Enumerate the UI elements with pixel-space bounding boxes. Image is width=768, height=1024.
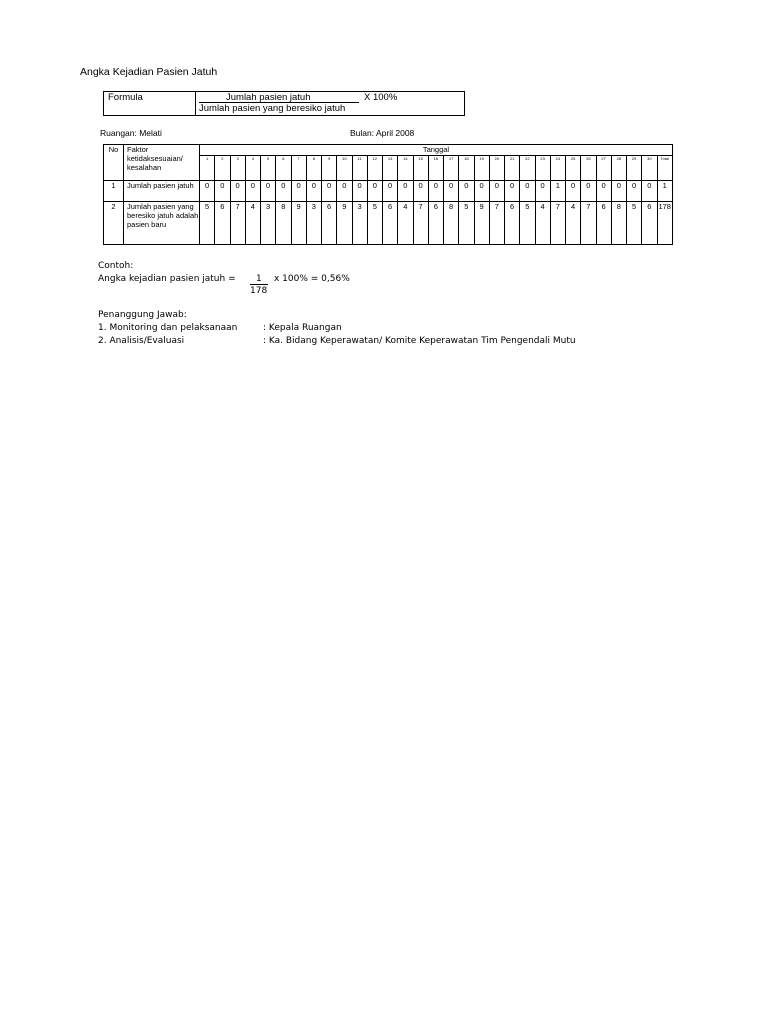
table-cell: 4 — [245, 202, 260, 245]
row-number: 2 — [104, 202, 124, 245]
contoh-result: x 100% = 0,56% — [274, 274, 350, 284]
table-cell: 6 — [322, 202, 337, 245]
contoh-fraction-line — [250, 284, 268, 285]
table-cell: 0 — [520, 181, 535, 202]
day-header: 17 — [444, 156, 459, 181]
day-header: 12 — [367, 156, 382, 181]
penanggung-role-2: 2. Analisis/Evaluasi — [98, 336, 185, 346]
table-cell: 5 — [459, 202, 474, 245]
table-cell: 0 — [535, 181, 550, 202]
row-factor: Jumlah pasien yang beresiko jatuh adalah pasien baru — [124, 202, 200, 245]
table-cell: 0 — [306, 181, 321, 202]
day-header: 7 — [291, 156, 306, 181]
table-cell: 0 — [383, 181, 398, 202]
day-header: 14 — [398, 156, 413, 181]
contoh-label: Contoh: — [98, 261, 134, 271]
formula-label: Formula — [108, 92, 143, 103]
formula-denominator: Jumlah pasien yang beresiko jatuh — [199, 103, 346, 114]
table-cell: 0 — [352, 181, 367, 202]
table-row — [104, 202, 673, 245]
table-cell: 6 — [642, 202, 657, 245]
table-cell: 0 — [642, 181, 657, 202]
table-cell: 0 — [337, 181, 352, 202]
table-cell: 6 — [215, 202, 230, 245]
day-header: 25 — [566, 156, 581, 181]
table-cell: 9 — [474, 202, 489, 245]
table-cell: 9 — [337, 202, 352, 245]
table-cell: 0 — [566, 181, 581, 202]
day-header: 8 — [306, 156, 321, 181]
day-header: 5 — [261, 156, 276, 181]
contoh-line: Angka kejadian pasien jatuh = — [98, 274, 236, 284]
table-cell: 0 — [596, 181, 611, 202]
table-cell: 3 — [261, 202, 276, 245]
day-header: 11 — [352, 156, 367, 181]
column-header-tanggal: Tanggal — [200, 145, 673, 156]
day-header: 23 — [535, 156, 550, 181]
table-cell: 7 — [550, 202, 565, 245]
table-cell: 1 — [657, 181, 672, 202]
day-header: 28 — [611, 156, 626, 181]
formula-divider — [195, 92, 196, 115]
day-header: 10 — [337, 156, 352, 181]
table-cell: 0 — [261, 181, 276, 202]
day-header: 29 — [627, 156, 642, 181]
table-cell: 8 — [276, 202, 291, 245]
day-header: 21 — [505, 156, 520, 181]
ruangan-label: Ruangan: Melati — [100, 128, 162, 138]
table-cell: 6 — [596, 202, 611, 245]
table-cell: 8 — [611, 202, 626, 245]
formula-box — [103, 91, 465, 116]
bulan-label: Bulan: April 2008 — [350, 128, 415, 138]
day-header: 22 — [520, 156, 535, 181]
table-cell: 5 — [200, 202, 215, 245]
table-cell: 0 — [322, 181, 337, 202]
penanggung-label: Penanggung Jawab: — [98, 310, 187, 320]
row-factor: Jumlah pasien jatuh — [124, 181, 200, 202]
table-cell: 5 — [520, 202, 535, 245]
day-header: 18 — [459, 156, 474, 181]
table-cell: 0 — [413, 181, 428, 202]
table-cell: 0 — [276, 181, 291, 202]
contoh-denominator: 178 — [250, 286, 268, 296]
day-header: 3 — [230, 156, 245, 181]
table-row — [104, 181, 673, 202]
day-header: 16 — [428, 156, 443, 181]
column-header-factor: Faktor ketidaksesuaian/ kesalahan — [124, 145, 200, 181]
table-cell: 6 — [428, 202, 443, 245]
table-cell: 7 — [489, 202, 504, 245]
table-cell: 4 — [566, 202, 581, 245]
contoh-numerator: 1 — [256, 274, 262, 284]
table-cell: 0 — [474, 181, 489, 202]
table-cell: 6 — [383, 202, 398, 245]
day-header: 27 — [596, 156, 611, 181]
day-header: 30 — [642, 156, 657, 181]
table-cell: 5 — [367, 202, 382, 245]
day-header: 6 — [276, 156, 291, 181]
table-cell: 1 — [550, 181, 565, 202]
penanggung-who-1: : Kepala Ruangan — [263, 323, 342, 333]
formula-numerator-text: Jumlah pasien jatuh — [226, 92, 311, 103]
table-cell: 0 — [398, 181, 413, 202]
day-header: Total — [657, 156, 672, 181]
table-cell: 0 — [505, 181, 520, 202]
table-cell: 5 — [627, 202, 642, 245]
table-cell: 7 — [581, 202, 596, 245]
table-cell: 0 — [367, 181, 382, 202]
table-cell: 0 — [200, 181, 215, 202]
table-cell: 9 — [291, 202, 306, 245]
page-title: Angka Kejadian Pasien Jatuh — [80, 66, 218, 78]
table-cell: 0 — [428, 181, 443, 202]
table-cell: 7 — [413, 202, 428, 245]
day-header: 13 — [383, 156, 398, 181]
table-cell: 0 — [489, 181, 504, 202]
table-cell: 0 — [215, 181, 230, 202]
table-cell: 3 — [352, 202, 367, 245]
day-header: 2 — [215, 156, 230, 181]
table-cell: 0 — [230, 181, 245, 202]
day-header: 1 — [200, 156, 215, 181]
row-number: 1 — [104, 181, 124, 202]
table-cell: 0 — [611, 181, 626, 202]
table-cell: 4 — [535, 202, 550, 245]
table-cell: 6 — [505, 202, 520, 245]
table-cell: 0 — [291, 181, 306, 202]
table-cell: 0 — [245, 181, 260, 202]
day-header: 26 — [581, 156, 596, 181]
table-cell: 178 — [657, 202, 672, 245]
table-cell: 0 — [627, 181, 642, 202]
day-header: 19 — [474, 156, 489, 181]
data-table — [103, 144, 673, 245]
day-header: 4 — [245, 156, 260, 181]
table-cell: 0 — [444, 181, 459, 202]
day-header: 24 — [550, 156, 565, 181]
column-header-no: No — [104, 145, 124, 181]
table-cell: 4 — [398, 202, 413, 245]
penanggung-role-1: 1. Monitoring dan pelaksanaan — [98, 323, 238, 333]
table-cell: 0 — [459, 181, 474, 202]
day-header: 9 — [322, 156, 337, 181]
table-cell: 7 — [230, 202, 245, 245]
table-cell: 8 — [444, 202, 459, 245]
table-cell: 3 — [306, 202, 321, 245]
table-cell: 0 — [581, 181, 596, 202]
formula-multiplier: X 100% — [364, 92, 398, 103]
penanggung-who-2: : Ka. Bidang Keperawatan/ Komite Keperawatan Tim Pengendali Mutu — [263, 336, 576, 346]
day-header: 20 — [489, 156, 504, 181]
day-header: 15 — [413, 156, 428, 181]
